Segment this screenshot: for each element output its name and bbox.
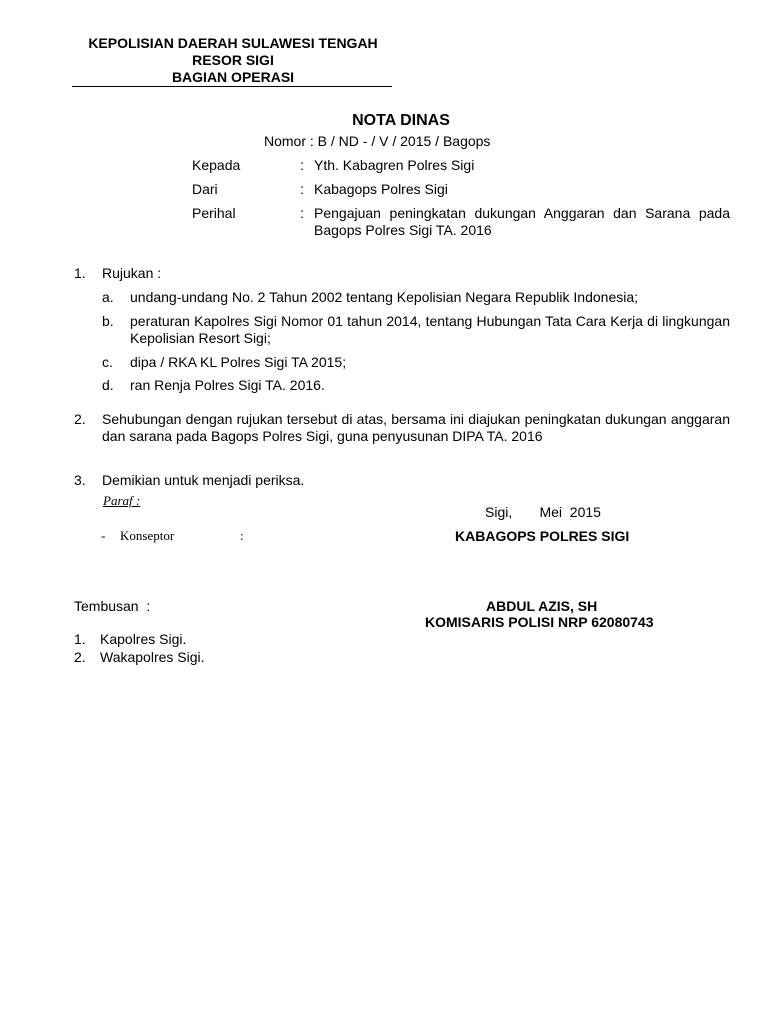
dari-value: Kabagops Polres Sigi: [314, 181, 448, 197]
item-c-text: dipa / RKA KL Polres Sigi TA 2015;: [130, 354, 347, 370]
perihal-value: Pengajuan peningkatan dukungan Anggaran dan Sarana pada Bagops Polres Sigi TA. 2016: [314, 205, 730, 238]
tembusan-2-number: 2.: [74, 649, 86, 665]
section2-text: Sehubungan dengan rujukan tersebut di atas, bersama ini diajukan peningkatan dukungan anggaran dan sarana pada Bagops Polres Sigi, guna penyusunan DIPA TA. 2016: [102, 411, 730, 444]
kepada-label: Kepada: [192, 157, 241, 173]
document-title: NOTA DINAS: [352, 112, 450, 129]
section1-number: 1.: [74, 265, 86, 281]
perihal-label: Perihal: [192, 205, 236, 221]
section2-number: 2.: [74, 411, 86, 427]
item-a-letter: a.: [102, 289, 114, 305]
header-bagian: BAGIAN OPERASI: [171, 69, 295, 85]
item-b-text: peraturan Kapolres Sigi Nomor 01 tahun 2014, tentang Hubungan Tata Cara Kerja di lingkungan Kepolisian Resort Sigi;: [130, 313, 730, 346]
item-b-letter: b.: [102, 313, 114, 329]
kepada-value: Yth. Kabagren Polres Sigi: [314, 157, 475, 173]
tembusan-label: Tembusan :: [74, 598, 151, 614]
dari-label: Dari: [192, 181, 218, 197]
section1-title: Rujukan :: [102, 265, 162, 281]
konseptor-label: Konseptor: [120, 528, 175, 543]
dari-colon: :: [300, 181, 304, 197]
item-d-text: ran Renja Polres Sigi TA. 2016.: [130, 377, 325, 393]
perihal-colon: :: [300, 205, 304, 221]
konseptor-colon: :: [240, 528, 244, 543]
item-a-text: undang-undang No. 2 Tahun 2002 tentang Kepolisian Negara Republik Indonesia;: [130, 289, 639, 305]
signatory-name: ABDUL AZIS, SH: [486, 598, 598, 614]
document-number: Nomor : B / ND - / V / 2015 / Bagops: [264, 133, 491, 149]
signatory-position: KABAGOPS POLRES SIGI: [455, 528, 630, 544]
header-resor: RESOR SIGI: [192, 52, 274, 68]
section3-number: 3.: [74, 472, 86, 488]
header-institution: KEPOLISIAN DAERAH SULAWESI TENGAH: [88, 35, 378, 51]
tembusan-1-text: Kapolres Sigi.: [100, 631, 187, 647]
kepada-colon: :: [300, 157, 304, 173]
item-c-letter: c.: [102, 354, 113, 370]
tembusan-2-text: Wakapolres Sigi.: [100, 649, 205, 665]
paraf-label: Paraf :: [103, 493, 141, 508]
item-d-letter: d.: [102, 377, 114, 393]
paraf-dash: -: [101, 528, 106, 543]
header-underline: [72, 86, 392, 87]
signatory-rank: KOMISARIS POLISI NRP 62080743: [425, 614, 654, 630]
place-date: Sigi, Mei 2015: [485, 504, 601, 520]
section3-text: Demikian untuk menjadi periksa.: [102, 472, 305, 488]
tembusan-1-number: 1.: [74, 631, 86, 647]
